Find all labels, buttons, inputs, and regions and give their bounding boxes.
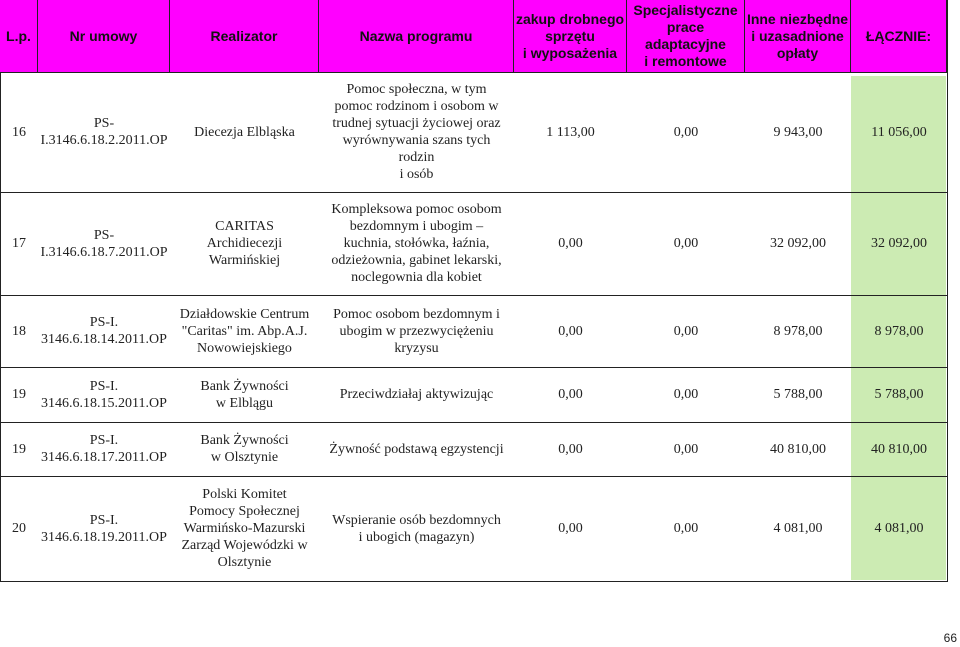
cell-prace: 0,00 <box>673 236 699 251</box>
header-nr-umowy-label: Nr umowy <box>69 27 138 44</box>
cell-realizator: CARITAS Archidiecezji Warmińskiej <box>206 219 283 268</box>
cell-program: Wspieranie osób bezdomnych i ubogich (magazyn) <box>332 512 501 545</box>
cell-nr-umowy: PS-I. 3146.6.18.14.2011.OP <box>41 315 167 347</box>
cell-realizator: Diecezja Elbląska <box>194 124 295 140</box>
header-realizator <box>170 0 319 72</box>
cell-zakup: 0,00 <box>558 441 583 457</box>
cell-lp: 18 <box>12 323 26 339</box>
cell-zakup: 0,00 <box>558 387 583 402</box>
cell-inne: 4 081,00 <box>773 521 823 536</box>
header-lp <box>0 0 38 72</box>
rule <box>947 0 948 582</box>
cell-nr-umowy: PS- I.3146.6.18.7.2011.OP <box>40 227 168 260</box>
page-number: 66 <box>943 631 957 645</box>
cell-lacznie: 11 056,00 <box>871 124 927 140</box>
header-zakup <box>514 0 627 72</box>
cell-zakup: 0,00 <box>558 521 583 536</box>
header-inne-label: Inne niezbędne i uzasadnione opłaty <box>746 10 849 61</box>
header-nr-umowy <box>38 0 170 72</box>
cell-lacznie: 40 810,00 <box>871 441 927 457</box>
cell-lacznie: 5 788,00 <box>874 387 924 402</box>
cell-prace: 0,00 <box>673 521 699 536</box>
cell-realizator: Działdowskie Centrum "Caritas" im. Abp.A.J. Nowowiejskiego <box>179 306 310 356</box>
header-realizator-label: Realizator <box>210 27 278 44</box>
cell-program: Kompleksowa pomoc osobom bezdomnym i ubogim – kuchnia, stołówka, łaźnia, odzieżownia, gabinet lekarski, noclegownia dla kobiet <box>331 202 502 285</box>
header-specjalistyczne <box>627 0 745 72</box>
header-specjalistyczne-label: Specjalistyczne prace adaptacyjne i remontowe <box>633 2 738 69</box>
cell-realizator: Bank Żywności w Olsztynie <box>200 433 289 465</box>
cell-inne: 8 978,00 <box>773 323 823 339</box>
cell-inne: 32 092,00 <box>770 236 826 251</box>
header-lp-label: L.p. <box>6 27 31 44</box>
cell-realizator: Polski Komitet Pomocy Społecznej Warmińsko-Mazurski Zarząd Wojewódzki w Olsztynie <box>181 487 308 570</box>
cell-prace: 0,00 <box>673 323 699 339</box>
cell-nr-umowy: PS-I. 3146.6.18.15.2011.OP <box>41 378 167 411</box>
cell-zakup: 1 113,00 <box>546 124 595 140</box>
cell-prace: 0,00 <box>673 387 699 402</box>
cell-program: Pomoc osobom bezdomnym i ubogim w przezwyciężeniu kryzysu <box>333 306 500 356</box>
cell-lacznie: 4 081,00 <box>874 521 924 536</box>
header-nazwa-programu <box>319 0 514 72</box>
cell-prace: 0,00 <box>673 441 699 457</box>
cell-zakup: 0,00 <box>558 323 583 339</box>
header-lacznie-label: ŁĄCZNIE: <box>865 27 932 44</box>
cell-lp: 19 <box>12 387 26 402</box>
cell-lacznie: 8 978,00 <box>874 323 924 339</box>
cell-prace: 0,00 <box>673 124 699 140</box>
cell-lp: 17 <box>12 236 26 251</box>
rule <box>0 581 947 582</box>
cell-lp: 19 <box>12 441 26 457</box>
cell-program: Żywność podstawą egzystencji <box>329 441 504 457</box>
cell-nr-umowy: PS-I. 3146.6.18.17.2011.OP <box>41 433 167 465</box>
cell-lp: 20 <box>12 521 26 536</box>
header-zakup-label: zakup drobnego sprzętu i wyposażenia <box>515 10 625 61</box>
cell-nr-umowy: PS- I.3146.6.18.2.2011.OP <box>40 116 168 148</box>
cell-inne: 40 810,00 <box>770 441 826 457</box>
cell-nr-umowy: PS-I. 3146.6.18.19.2011.OP <box>41 512 167 545</box>
cell-lacznie: 32 092,00 <box>871 236 927 251</box>
cell-zakup: 0,00 <box>558 236 583 251</box>
header-nazwa-programu-label: Nazwa programu <box>359 27 473 44</box>
cell-program: Pomoc społeczna, w tym pomoc rodzinom i osobom w trudnej sytuacji życiowej oraz wyrównywania szans tych rodzin i osób <box>332 82 501 182</box>
cell-program: Przeciwdziałaj aktywizując <box>339 387 494 402</box>
cell-realizator: Bank Żywności w Elblągu <box>200 378 289 411</box>
cell-inne: 5 788,00 <box>773 387 823 402</box>
header-inne <box>745 0 851 72</box>
header-lacznie <box>851 0 947 72</box>
cell-inne: 9 943,00 <box>773 124 823 140</box>
cell-lp: 16 <box>12 124 26 140</box>
